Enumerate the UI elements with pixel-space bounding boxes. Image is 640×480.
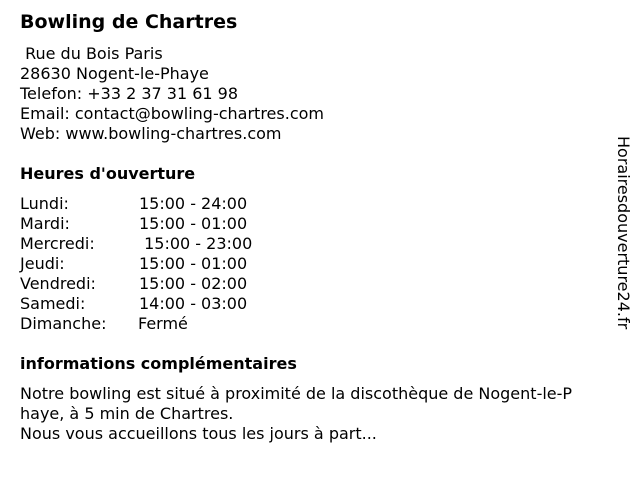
time-range: 15:00 - 01:00	[139, 254, 248, 273]
day-label: Mercredi:	[20, 234, 95, 253]
time-range: 15:00 - 23:00	[139, 234, 253, 253]
time-range: Fermé	[138, 314, 188, 333]
info-line: haye, à 5 min de Chartres.	[20, 404, 234, 423]
contact-block	[20, 44, 324, 144]
business-name: Bowling de Chartres	[20, 11, 238, 33]
day-label: Samedi:	[20, 294, 86, 313]
info-description	[20, 384, 572, 444]
info-line: Notre bowling est situé à proximité de la discothèque de Nogent-le-P	[20, 384, 573, 403]
city-address: 28630 Nogent-le-Phaye	[20, 64, 209, 83]
hours-heading: Heures d'ouverture	[20, 164, 196, 183]
day-label: Mardi:	[20, 214, 70, 233]
time-range: 15:00 - 02:00	[139, 274, 248, 293]
street-address: Rue du Bois Paris	[20, 44, 163, 63]
time-range: 14:00 - 03:00	[139, 294, 248, 313]
time-range: 15:00 - 24:00	[139, 194, 248, 213]
website-address: Web: www.bowling-chartres.com	[20, 124, 282, 143]
site-watermark-text: Horairesdouverture24.fr	[614, 136, 633, 330]
day-label: Dimanche:	[20, 314, 107, 333]
day-label: Jeudi:	[20, 254, 65, 273]
info-line: Nous vous accueillons tous les jours à part...	[20, 424, 377, 443]
time-range: 15:00 - 01:00	[139, 214, 248, 233]
day-label: Lundi:	[20, 194, 69, 213]
email-address: Email: contact@bowling-chartres.com	[20, 104, 324, 123]
phone-number: Telefon: +33 2 37 31 61 98	[20, 84, 239, 103]
info-heading: informations complémentaires	[20, 354, 297, 373]
site-watermark	[613, 136, 633, 366]
day-label: Vendredi:	[20, 274, 96, 293]
